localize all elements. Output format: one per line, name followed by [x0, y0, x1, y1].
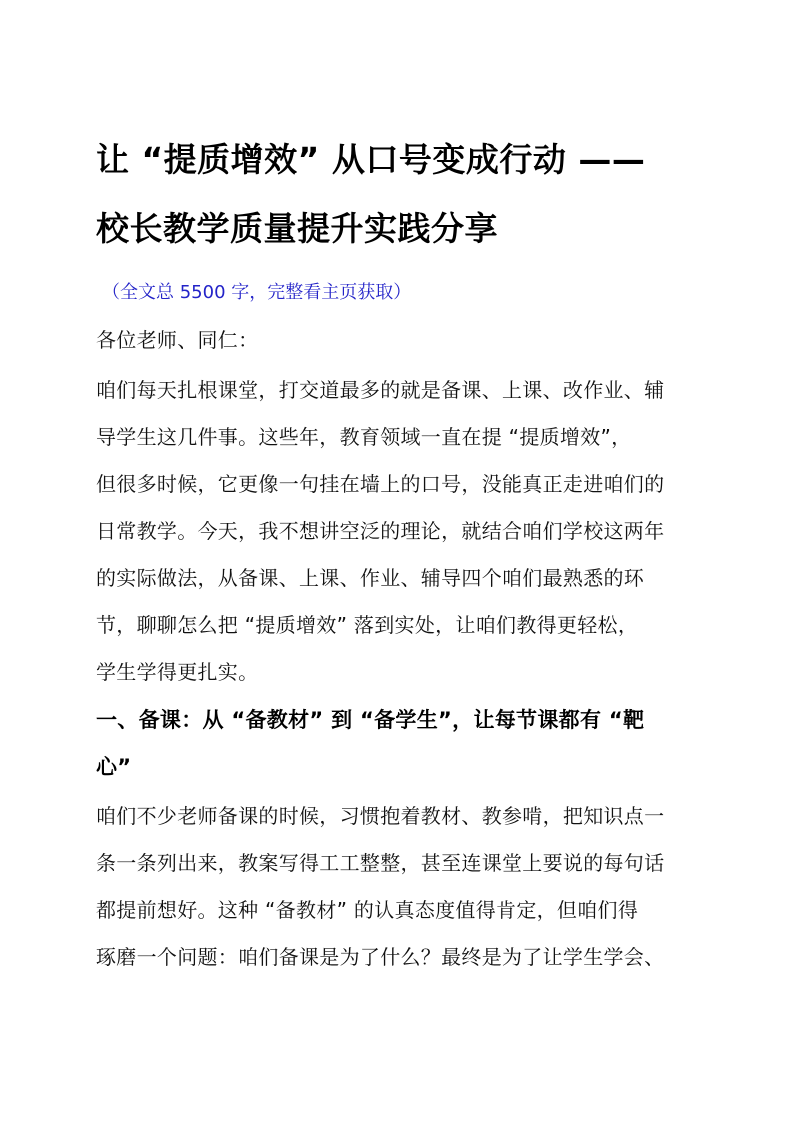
intro-line: 日常教学。今天，我不想讲空泛的理论，就结合咱们学校这两年: [96, 519, 665, 543]
word-count-note: （全文总 5500 字，完整看主页获取）: [102, 282, 412, 303]
section-body-line: 都提前想好。这种 “备教材” 的认真态度值得肯定，但咱们得: [96, 898, 639, 922]
section-heading-line: 心”: [96, 755, 132, 779]
intro-line: 咱们每天扎根课堂，打交道最多的就是备课、上课、改作业、辅: [96, 378, 665, 402]
document-title-line-1: 让 “提质增效” 从口号变成行动 ——: [96, 140, 646, 179]
salutation: 各位老师、同仁：: [96, 328, 259, 352]
document-title-line-2: 校长教学质量提升实践分享: [96, 209, 498, 248]
intro-line: 但很多时候，它更像一句挂在墙上的口号，没能真正走进咱们的: [96, 472, 665, 496]
intro-line: 节，聊聊怎么把 “提质增效” 落到实处，让咱们教得更轻松，: [96, 613, 639, 637]
section-body-line: 咱们不少老师备课的时候，习惯抱着教材、教参啃，把知识点一: [96, 804, 665, 828]
section-heading-line: 一、备课：从 “备教材” 到 “备学生”，让每节课都有 “靶: [96, 708, 645, 732]
section-body-line: 琢磨一个问题：咱们备课是为了什么？最终是为了让学生学会、: [96, 945, 665, 969]
intro-line: 学生学得更扎实。: [96, 660, 259, 684]
intro-line: 导学生这几件事。这些年，教育领域一直在提 “提质增效”，: [96, 425, 632, 449]
section-body-line: 条一条列出来，教案写得工工整整，甚至连课堂上要说的每句话: [96, 851, 665, 875]
intro-line: 的实际做法，从备课、上课、作业、辅导四个咱们最熟悉的环: [96, 566, 645, 590]
